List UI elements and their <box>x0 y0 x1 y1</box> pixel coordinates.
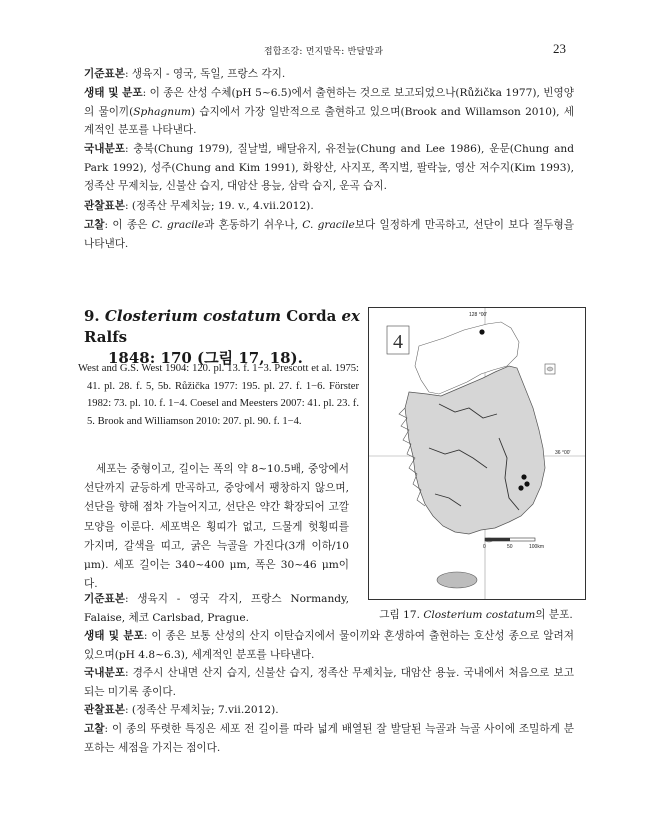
ulleung-island <box>547 367 553 371</box>
bottom-reference-paragraph <box>84 590 349 627</box>
bottom-observed-paragraph <box>84 701 574 720</box>
occurrence-dot-1 <box>521 474 526 479</box>
occurrence-dot-3 <box>518 485 523 490</box>
text-observed-2: : (정족산 무제치늪; 7.vii.2012). <box>124 704 279 716</box>
text-ecology-1: : 이 종은 산성 수체(pH 5~6.5)에서 출현하는 것으로 보고되었으나(Růžička 1977), 빈영양의 물이끼( <box>84 87 574 118</box>
species-author2: Ralfs <box>84 328 128 346</box>
text-remarks-2: 과 혼동하기 쉬우나, <box>204 219 303 231</box>
scale-label-100: 100km <box>529 544 545 550</box>
map-label-longitude: 128 °00' <box>469 312 488 318</box>
top-ecology-paragraph <box>84 84 574 140</box>
species-ex: ex <box>341 307 361 325</box>
caption-suffix: 의 분포. <box>535 609 573 621</box>
species-number: 9. <box>84 307 100 325</box>
scale-label-0: 0 <box>483 544 486 550</box>
label-observed-2: 관찰표본 <box>84 704 125 716</box>
scale-label-50: 50 <box>507 544 513 550</box>
top-observed-paragraph <box>84 197 574 216</box>
label-ecology-2: 생태 및 분포 <box>84 630 144 642</box>
page-number: 23 <box>553 41 566 56</box>
south-korea-landmass <box>405 366 545 534</box>
text-domestic: : 충북(Chung 1979), 질날벌, 배달유지, 유전늪(Chung and Lee 1986), 운문(Chung and Park 1992), 성주(Chung and Kim 1991), 화왕산, 사지포, 쪽지벌, 팔락늪, 영산 저수지(Kim 1993), 정족산 무제치늪, 신불산 습지, 대암산 용늪, 삼락 습지, 운곡 습지. <box>84 143 574 193</box>
occurrence-dot-daeamsan <box>479 329 484 334</box>
caption-species: Closterium costatum <box>423 609 536 621</box>
text-ecology-2b: : 이 종은 보통 산성의 산지 이탄습지에서 물이끼와 혼생하여 출현하는 호산성 종으로 알려져 있으며(pH 4.8~6.3), 세계적인 분포를 나타낸다. <box>84 630 574 661</box>
text-observed: : (정족산 무제치늪; 19. v., 4.vii.2012). <box>124 200 314 212</box>
text-domestic-2: : 경주시 산내면 산지 습지, 신불산 습지, 정족산 무제치늪, 대암산 용늪. 국내에서 처음으로 보고되는 미기록 종이다. <box>84 667 574 698</box>
description-paragraph: 세포는 중형이고, 길이는 폭의 약 8~10.5배, 중앙에서 선단까지 균등하게 만곡하고, 중앙에서 팽창하지 않으며, 선단을 향해 점차 가늘어지고, 선단은 약간 확장되어 고깔 모양을 이룬다. 세포벽은 횡띠가 없고, 드물게 헛횡띠를 가지며, 갈색을 띠고, 굵은 늑골을 가진다(3개 이하/10 μm). 세포 길이는 340~400 μm, 폭은 30~46 μm이다. <box>84 463 349 591</box>
bottom-remarks-paragraph <box>84 720 574 757</box>
label-reference-2: 기준표본 <box>84 593 125 605</box>
distribution-map <box>368 307 586 600</box>
running-head: 접합조강: 먼지말목: 반달말과 <box>263 47 384 57</box>
map-label-latitude: 36 °00' <box>555 450 571 456</box>
label-domestic: 국내분포 <box>84 143 125 155</box>
species-author: Corda <box>281 307 342 325</box>
text-remarks-1: : 이 종은 <box>104 219 152 231</box>
label-observed: 관찰표본 <box>84 200 125 212</box>
species-name: Closterium costatum <box>104 307 282 325</box>
map-number: 4 <box>393 331 403 353</box>
top-reference-paragraph <box>84 65 574 84</box>
top-domestic-paragraph <box>84 140 574 196</box>
caption-prefix: 그림 17. <box>379 609 424 621</box>
text-reference: : 생육지 - 영국, 독일, 프랑스 각지. <box>124 68 286 80</box>
bottom-ecology-paragraph <box>84 627 574 664</box>
figure-caption <box>368 607 584 622</box>
korea-map-svg <box>369 308 585 599</box>
text-remarks-3: 보다 일정하게 만곡하고, 선단이 보다 절두형을 나타낸다. <box>84 219 574 250</box>
label-ecology: 생태 및 분포 <box>84 87 143 99</box>
text-remarks-italic-1: C. gracile <box>151 219 205 231</box>
scale-bar-fill <box>485 538 510 541</box>
label-domestic-2: 국내분포 <box>84 667 125 679</box>
text-reference-2: : 생육지 - 영국 각지, 프랑스 Normandy, Falaise, 체코 Carlsbad, Prague. <box>84 593 349 624</box>
text-remarks-italic-2: C. gracile <box>302 219 355 231</box>
label-remarks: 고찰 <box>84 219 105 231</box>
text-remarks-2b: : 이 종의 뚜렷한 특징은 세포 전 길이를 따라 넓게 배열된 잘 발달된 늑골과 늑골 사이에 조밀하게 분포하는 세점을 가지는 점이다. <box>84 723 574 754</box>
jeju-island <box>437 572 477 588</box>
text-ecology-italic: Sphagnum <box>133 105 191 118</box>
label-remarks-2: 고찰 <box>84 723 105 735</box>
occurrence-dot-2 <box>524 481 529 486</box>
text-ecology-2: ) 습지에서 가장 일반적으로 출현하고 있으며(Brook and Willamson 2010), 세계적인 분포를 나타낸다. <box>84 105 574 137</box>
label-reference: 기준표본 <box>84 68 125 80</box>
species-citation: 1848: 170 (그림 17, 18). <box>108 349 303 367</box>
top-remarks-paragraph <box>84 216 574 253</box>
bottom-domestic-paragraph <box>84 664 574 701</box>
references-paragraph: West and G.S. West 1904: 120. pl. 13. f. 1−3. Prescott et al. 1975: 41. pl. 28. f. 5, 5b. Růžička 1977: 195. pl. 27. f. 1−6. Förster 1982: 73. pl. 10. f. 1−4. Coesel and Meesters 2007: 41. pl. 23. f. 5. Brook and Williamson 2010: 207. pl. 90. f. 1−4. <box>78 363 359 427</box>
